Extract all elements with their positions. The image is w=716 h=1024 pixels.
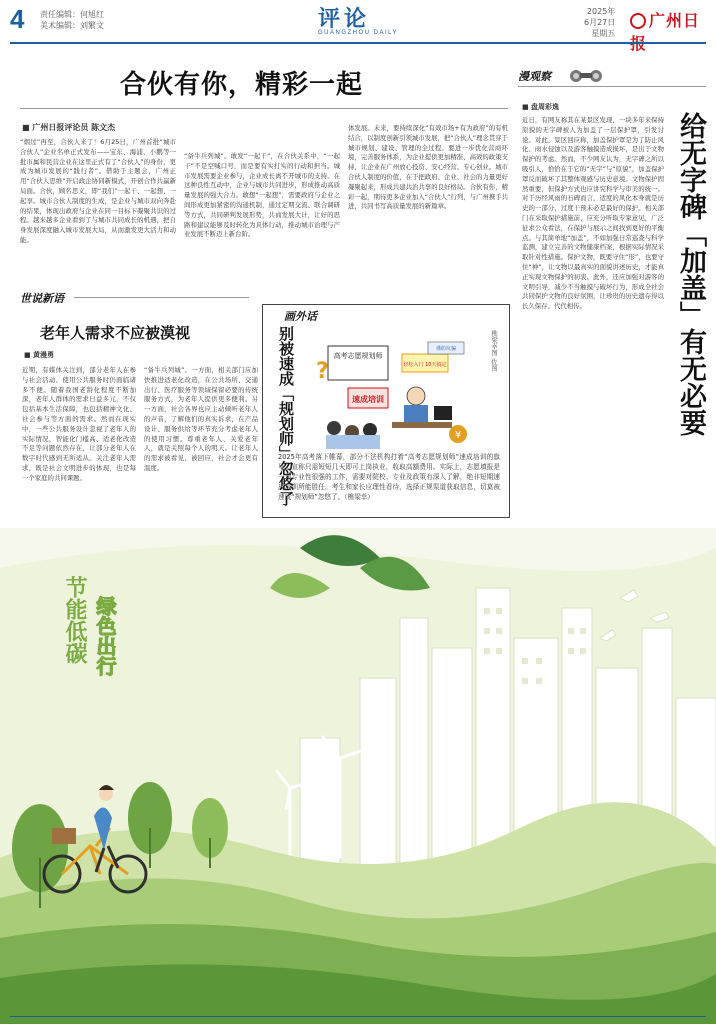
- opinion-headline: 老年人需求不应被漠视: [40, 324, 191, 342]
- page-number: 4: [10, 4, 25, 34]
- opinion-column-1: 近期，有媒体关注到，部分老年人在参与社会活动、使用公共服务时仍面临诸多不便。随着我国老龄化程度不断加深，老年人群体的需求日益多元，不仅包括基本生活保障，也包括精神文化、社会参与等方面的需求。然而在现实中，一些公共服务设计忽视了老年人的实际情况，智能化门槛高、适老化改造不足等问题依然存在，让部分老年人在数字时代感到无所适从。关注老年人需求，既是社会文明进步的体现，也是每一个家庭的共同课题。: [22, 366, 136, 482]
- cartoon-board-text: 高考志愿规划师: [333, 352, 383, 360]
- headline-divider: [20, 108, 508, 109]
- opinion-column-2: “备牛兵列城”。一方面，相关部门应加快推进适老化改造，在公共场所、交通出行、医疗服务等领域保留必要的传统服务方式，为老年人提供更多便利。另一方面，社会各界也应主动倾听老年人的声音，了解他们的真实诉求，在产品设计、服务供给等环节充分考虑老年人的使用习惯。尊重老年人、关爱老年人，就是关照每个人的明天。让老年人的需求被看见、被回应，社会才会更有温度。: [144, 366, 258, 472]
- observation-body: 近日，有网友称其在某景区发现，一块多年来保持原貌的无字碑被人为加盖了一层保护罩，引发讨论。对此，景区回应称，加盖保护罩是为了防止风化、雨水侵蚀以及游客触摸造成损坏，是出于文物保护的考虑。然而，不少网友认为，无字碑之所以吸引人，恰恰在于它的“无字”与“原貌”，加盖保护罩反而破坏了其整体观感与历史意境。文物保护固然重要，但保护方式也应讲究科学与审美的统一。对于历经风雨的石碑而言，适度的风化本身就是历史的一部分，过度干预未必是最好的保护。相关部门在采取保护措施前，应充分听取专家意见，广泛征求公众看法，在保护与展示之间找到更好的平衡点。与其简单地“加盖”，不如加强日常巡查与科学监测，建立完善的文物健康档案，根据实际情况采取针对性措施。保护文物，既要守住“形”，也要守住“神”，让文物以最真实的面貌讲述历史，才能真正实现文物保护的初衷。此外，还应加强对游客的文明引导，减少不当触摸与破坏行为，形成全社会共同保护文物的良好氛围，让珍贵的历史遗存得以长久保存、代代相传。: [522, 116, 664, 311]
- cartoon-title: 别被速成「规划师」忽悠了: [277, 326, 295, 506]
- svg-text:¥: ¥: [454, 430, 462, 441]
- observation-title: 给无字碑「加盖」有无必要: [675, 112, 706, 436]
- section-title: 评论: [318, 6, 371, 32]
- issue-day: 6月27日: [584, 18, 616, 27]
- binoculars-icon: [566, 66, 610, 84]
- main-column-3: 体发展。未来，要持续深化“有效市场+有为政府”的有机结合，以制度创新引领城市发展，把“合伙人”理念贯穿于城市规划、建设、管理的全过程。要进一步优化营商环境，完善服务体系，为企业提供更加精准、高效的政策支持，让企业在广州放心投资、安心经营、专心创业。城市合伙人制度的价值，在于把政府、企业、社会的力量更好凝聚起来，形成共建共治共享的良好格局。合伙有你，精彩一起，期待更多企业加入“合伙人”行列，与广州携手共进，共同书写高质量发展的新篇章。: [348, 124, 508, 211]
- logo-ring-icon: [630, 13, 646, 29]
- main-column-1: “烟过”再至，合伙人来了！6月25日，广州首批“城市合伙人”企业名单正式发布——宝东、海浦、小鹏等一批市属和民营企业在这里正式有了“合伙人”的身份，更成为城市发展的“践行者”。借助于主题会，广州正用“合伙人思维”开启政企协同新模式，开创合作共赢新局面。合伙，顾名思义，即“我们”一起干、一起想、一起享。城市合伙人制度的生成，是企业与城市双向奔赴的结果，体现出政府与企业在同一目标下凝聚共识的过程。越来越多企业看到了与城市共同成长的机遇，把自身发展深度融入城市发展大局，从而激发更大活力和动能。: [20, 138, 176, 244]
- main-column-2: “备牛兵列城”。敢发“一起干”，在合伙关系中，“一起干”不是空喊口号，而是要有实打实的行动和担当。城市发展需要企业参与，企业成长离不开城市的支持。在这种良性互动中，企业与城市共同进步，形成推动高质量发展的强大合力。敢想“一起想”，需要政府与企业之间形成更加紧密的沟通机制，通过定期交流、联合调研等方式，共同研判发展形势，共商发展大计，让好的思路和建议能够及时转化为具体行动，推动城市治理与产业发展不断迈上新台阶。: [184, 152, 340, 239]
- main-byline: ■ 广州日报评论员 陈文杰: [22, 123, 116, 132]
- cartoon-author: 樵梁幸图 佐图: [490, 330, 498, 372]
- poster-title-green-travel: 绿色出行: [93, 596, 117, 676]
- issue-date: [584, 6, 615, 39]
- main-headline: 合伙有你，精彩一起: [120, 70, 364, 100]
- newspaper-logo: [630, 8, 716, 54]
- poster-title-energy-saving: 节能低碳: [62, 576, 88, 664]
- cartoon-caption: 2025年高考落下帷幕，部分不法机构打着“高考志愿规划师”速成培训的旗号，宣称只需短短几天即可上岗执业，收取高额费用。实际上，志愿填报是一项专业性很强的工作，需要对院校、专业及政策有深入了解，绝非短期速成培训所能胜任。考生和家长应理性看待，选择正规渠道获取信息，切莫被速成“规划师”忽悠了。（樵梁幸）: [278, 453, 500, 501]
- issue-weekday: 星期五: [591, 29, 616, 38]
- observation-badge: 漫观察: [518, 70, 551, 83]
- opinion-author: ■ 黄漫勇: [24, 351, 55, 359]
- cartoon-banner-text: 速成培训: [352, 395, 384, 404]
- cartoon-sign-text: 轻松入门 10天搞定: [403, 362, 447, 368]
- logo-text: 广州日: [649, 11, 701, 30]
- svg-text:?: ?: [316, 359, 329, 384]
- section-subtitle: GUANGZHOU DAILY: [318, 30, 399, 36]
- observation-author: ■ 盘周彩逸: [522, 103, 560, 111]
- observation-divider: [518, 86, 706, 87]
- opinion-divider: [74, 297, 249, 298]
- cartoon-illustration: [308, 336, 472, 450]
- editor-credits: [40, 9, 104, 31]
- opinion-badge: 世说新语: [20, 292, 64, 305]
- art-editor-line: 美术编辑：刘繁文: [40, 21, 104, 30]
- cartoon-paper-text: 谨防坑骗: [435, 346, 457, 352]
- cartoon-badge: 画外话: [284, 310, 317, 323]
- editor-line: 责任编辑：何旭红: [40, 10, 104, 19]
- footer-rule: [10, 1016, 706, 1017]
- masthead: [0, 0, 716, 50]
- header-rule: [10, 42, 706, 44]
- issue-year: 2025年: [586, 7, 616, 16]
